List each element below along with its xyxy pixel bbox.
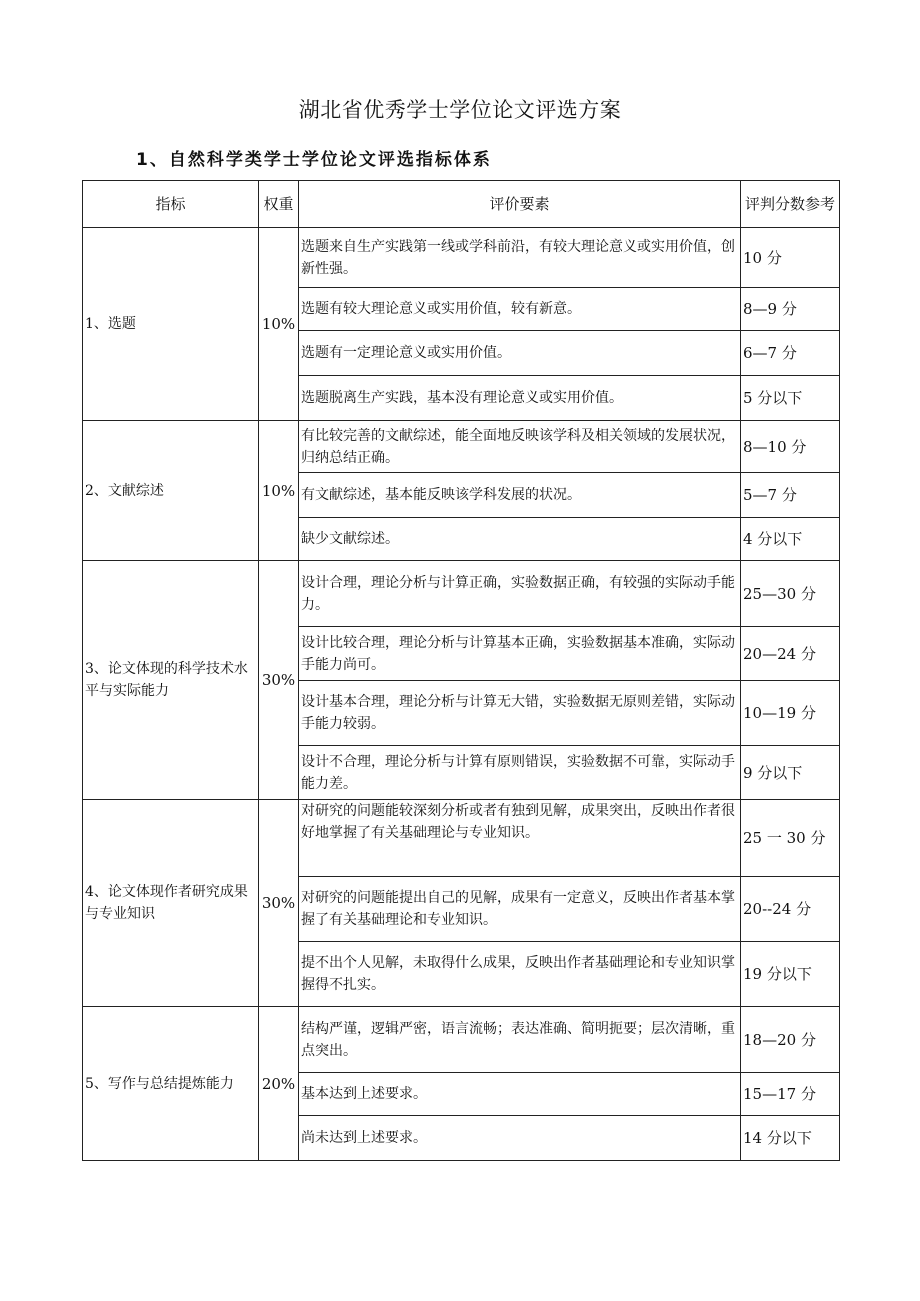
criteria-cell: 设计合理，理论分析与计算正确，实验数据正确，有较强的实际动手能力。 <box>299 561 741 627</box>
score-cell: 14 分以下 <box>741 1116 840 1161</box>
table-row <box>83 228 840 288</box>
criteria-cell: 有比较完善的文献综述，能全面地反映该学科及相关领域的发展状况，归纳总结正确。 <box>299 421 741 473</box>
score-cell: 5 分以下 <box>741 376 840 421</box>
header-score: 评判分数参考 <box>741 181 840 228</box>
evaluation-table <box>82 180 840 1161</box>
score-cell: 8—9 分 <box>741 288 840 331</box>
criteria-cell: 设计基本合理，理论分析与计算无大错，实验数据无原则差错，实际动手能力较弱。 <box>299 681 741 746</box>
score-cell: 8—10 分 <box>741 421 840 473</box>
criteria-cell: 对研究的问题能提出自己的见解，成果有一定意义，反映出作者基本掌握了有关基础理论和专业知识。 <box>299 877 741 942</box>
criteria-cell: 选题来自生产实践第一线或学科前沿，有较大理论意义或实用价值，创新性强。 <box>299 228 741 288</box>
criteria-cell: 设计比较合理，理论分析与计算基本正确，实验数据基本准确，实际动手能力尚可。 <box>299 627 741 681</box>
score-cell: 10 分 <box>741 228 840 288</box>
score-cell: 9 分以下 <box>741 746 840 800</box>
indicator-cell: 2、文献综述 <box>83 421 259 561</box>
indicator-cell: 4、论文体现作者研究成果与专业知识 <box>83 800 259 1007</box>
header-indicator: 指标 <box>83 181 259 228</box>
weight-cell: 10% <box>259 228 299 421</box>
weight-cell: 30% <box>259 561 299 800</box>
table-row <box>83 800 840 877</box>
score-cell: 25 一 30 分 <box>741 800 840 877</box>
table-row <box>83 561 840 627</box>
indicator-cell: 5、写作与总结提炼能力 <box>83 1007 259 1161</box>
criteria-cell: 结构严谨，逻辑严密，语言流畅；表达准确、简明扼要；层次清晰，重点突出。 <box>299 1007 741 1073</box>
criteria-cell: 缺少文献综述。 <box>299 518 741 561</box>
indicator-cell: 3、论文体现的科学技术水平与实际能力 <box>83 561 259 800</box>
criteria-cell: 对研究的问题能较深刻分析或者有独到见解，成果突出，反映出作者很好地掌握了有关基础理论与专业知识。 <box>299 800 741 877</box>
table-header-row <box>83 181 840 228</box>
score-cell: 19 分以下 <box>741 942 840 1007</box>
score-cell: 5—7 分 <box>741 473 840 518</box>
score-cell: 4 分以下 <box>741 518 840 561</box>
criteria-cell: 选题有较大理论意义或实用价值，较有新意。 <box>299 288 741 331</box>
weight-cell: 10% <box>259 421 299 561</box>
score-cell: 25—30 分 <box>741 561 840 627</box>
criteria-cell: 设计不合理，理论分析与计算有原则错误，实验数据不可靠，实际动手能力差。 <box>299 746 741 800</box>
score-cell: 20—24 分 <box>741 627 840 681</box>
score-cell: 10—19 分 <box>741 681 840 746</box>
score-cell: 20--24 分 <box>741 877 840 942</box>
header-weight: 权重 <box>259 181 299 228</box>
criteria-cell: 基本达到上述要求。 <box>299 1073 741 1116</box>
score-cell: 18—20 分 <box>741 1007 840 1073</box>
criteria-cell: 选题有一定理论意义或实用价值。 <box>299 331 741 376</box>
criteria-cell: 尚未达到上述要求。 <box>299 1116 741 1161</box>
document-title: 湖北省优秀学士学位论文评选方案 <box>298 98 622 122</box>
criteria-cell: 有文献综述，基本能反映该学科发展的状况。 <box>299 473 741 518</box>
score-cell: 15—17 分 <box>741 1073 840 1116</box>
section-subtitle: 1、自然科学类学士学位论文评选指标体系 <box>136 150 492 170</box>
table-row <box>83 1007 840 1073</box>
criteria-cell: 提不出个人见解，未取得什么成果，反映出作者基础理论和专业知识掌握得不扎实。 <box>299 942 741 1007</box>
weight-cell: 20% <box>259 1007 299 1161</box>
score-cell: 6—7 分 <box>741 331 840 376</box>
weight-cell: 30% <box>259 800 299 1007</box>
table-row <box>83 421 840 473</box>
indicator-cell: 1、选题 <box>83 228 259 421</box>
criteria-cell: 选题脱离生产实践，基本没有理论意义或实用价值。 <box>299 376 741 421</box>
header-criteria: 评价要素 <box>299 181 741 228</box>
